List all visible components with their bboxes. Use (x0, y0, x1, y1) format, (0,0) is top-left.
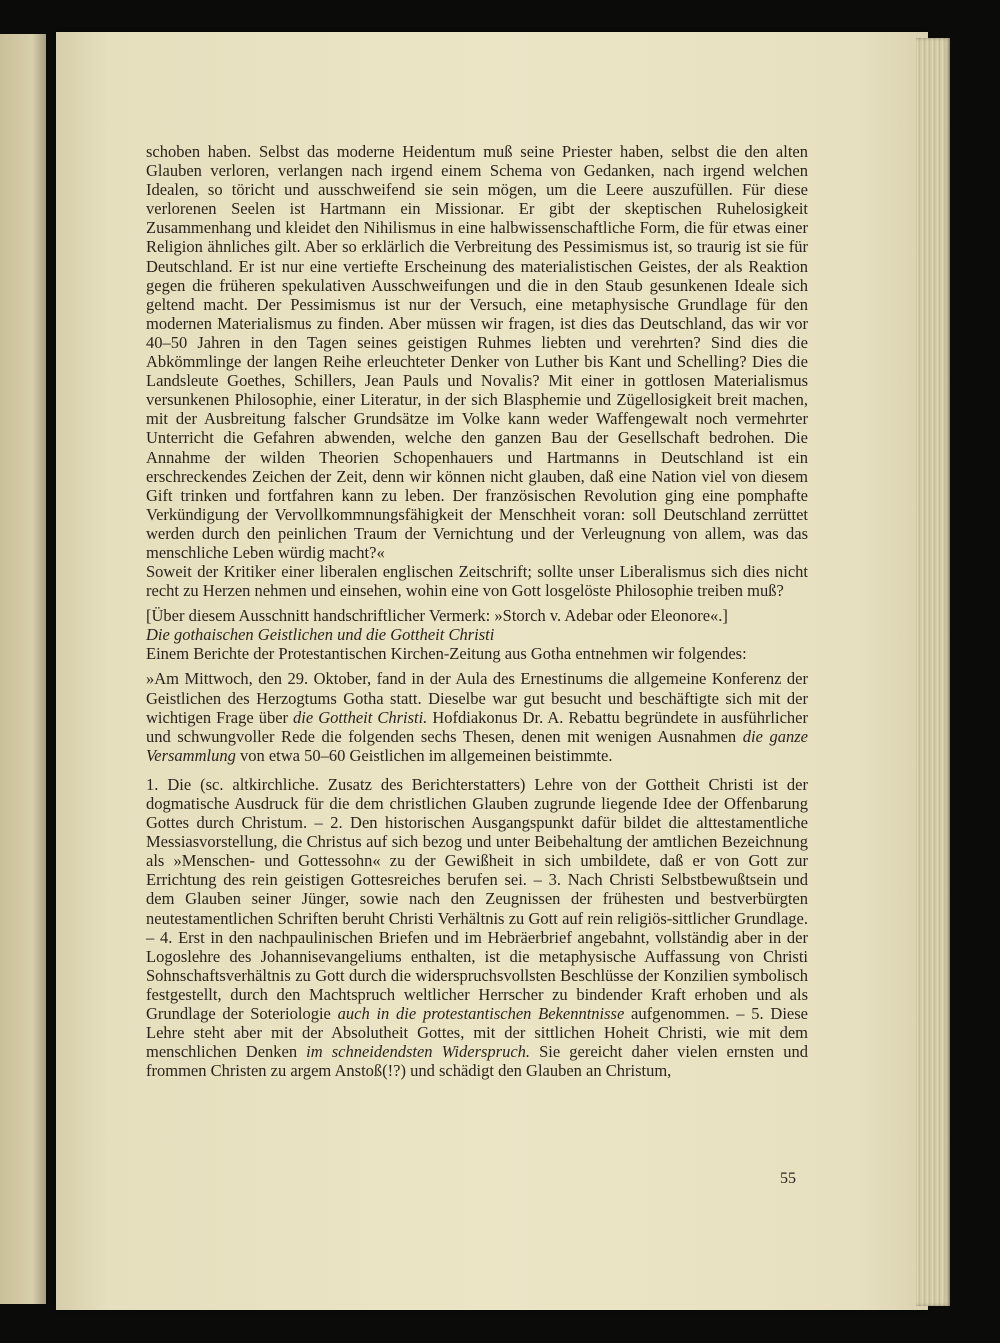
paragraph-quote (146, 669, 808, 764)
theses-text-e: Sie gereicht daher vielen ernsten und frommen Christen zu argem Anstoß(!?) und schädigt den Glauben an Christum, (146, 1042, 808, 1081)
theses-emphasis-d: im schneidendsten Widerspruch. (306, 1042, 531, 1062)
theses-text-c: aufgenommen. – 5. Diese Lehre steht aber mit der Absolutheit Gottes, mit der sittlichen Hoheit Christi, wie mit dem menschlichen Denken (146, 1004, 808, 1062)
paragraph-commentary: Soweit der Kritiker einer liberalen englischen Zeitschrift; sollte unser Liberalismus sich dies nicht recht zu Herzen nehmen und einsehen, wohin eine von Gott losgelöste Philosophie treiben muß? (146, 562, 808, 601)
quote-emphasis-b: die Gottheit Christi. (293, 707, 428, 727)
quote-text-a: »Am Mittwoch, den 29. Oktober, fand in der Aula des Ernestinums die allgemeine Konferenz der Geistlichen des Herzogtums Gotha statt. Dieselbe war gut besucht und beschäftigte sich mit der wichtigen Frage über (146, 669, 808, 727)
theses-text-a: 1. Die (sc. altkirchliche. Zusatz des Berichterstatters) Lehre von der Gottheit Christi ist der dogmatische Ausdruck für die dem christlichen Glauben zugrunde liegende Idee der Offenbarung Gottes durch Christum. – 2. Den historischen Ausgangspunkt dafür bildet die alttestamentliche Messiasvorstellung, die Christus auf sich bezog und unter Beibehaltung der amtlichen Bezeichnung als »Menschen- und Gottessohn« zu der Gewißheit in sich umbildete, daß er von Gott zur Errichtung des rein geistigen Gottesreiches berufen sei. – 3. Nach Christi Selbstbewußtsein und dem Glauben seiner Jünger, sowie nach den Zeugnissen der frühesten und bestverbürgten neutestamentlichen Schriften beruht Christi Verhältnis zu Gott auf rein religiös-sittlicher Grundlage. – 4. Erst in den nachpaulinischen Briefen und im Hebräerbrief angebahnt, vollständig aber in der Logoslehre des Johannisevangeliums enthalten, ist die metaphysische Auffassung von Christi Sohnschaftsverhältnis zu Gott durch die widerspruchsvollsten Beschlüsse der Konzilien symbolisch festgestellt, durch den Machtspruch weltlicher Herrscher zu bindender Kraft erhoben und als Grundlage der Soteriologie (146, 774, 808, 1024)
page-text (146, 142, 808, 1080)
page-stack-edges (916, 38, 950, 1306)
theses-emphasis-b: auch in die protestantischen Bekenntnisse (337, 1004, 625, 1024)
quote-text-e: von etwa 50–60 Geistlichen im allgemeinen beistimmte. (235, 745, 613, 765)
paragraph-handwritten-note: [Über diesem Ausschnitt handschriftlicher Vermerk: »Storch v. Adebar oder Eleonore«.] (146, 606, 728, 626)
facing-page-edge (0, 34, 46, 1304)
paragraph-intro: Einem Berichte der Protestantischen Kirchen-Zeitung aus Gotha entnehmen wir folgendes: (146, 644, 747, 664)
paragraph-continuation: schoben haben. Selbst das moderne Heidentum muß seine Priester haben, selbst die den alten Glauben verloren, verlangen nach irgend einem Schema von Gedanken, nach irgend welchen Idealen, so töricht und ausschweifend sie sein mögen, um die Leere auszufüllen. Für diese verlorenen Seelen ist Hartmann ein Missionar. Er gibt der skeptischen Ruhelosigkeit Zusammenhang und kleidet den Nihilismus in eine halbwissenschaftliche Form, die für etwas einer Religion ähnliches gilt. Aber so erklärlich die Verbreitung des Pessimismus ist, so traurig ist sie für Deutschland. Er ist nur eine vertiefte Erscheinung des materialistischen Geistes, der als Reaktion gegen die früheren spekulativen Ausschweifungen und die in den Staub gesunkenen Ideale sich geltend macht. Der Pessimismus ist nur der Versuch, eine metaphysische Grundlage für den modernen Materialismus zu finden. Aber müssen wir fragen, ist dies das Deutschland, das wir vor 40–50 Jahren in den Tagen seines geistigen Ruhmes liebten und verehrten? Sind dies die Abkömmlinge der langen Reihe erleuchteter Denker von Luther bis Kant und Schelling? Dies die Landsleute Goethes, Schillers, Jean Pauls und Novalis? Mit einer in gottlosen Materialismus versunkenen Philosophie, einer Literatur, in der sich Blasphemie und Zügellosigkeit breit machen, mit der Ausbreitung falscher Grundsätze im Volke kann weder Waffengewalt noch vermehrter Unterricht die Gefahren abwenden, welche den ganzen Bau der Gesellschaft bedrohen. Die Annahme der wilden Theorien Schopenhauers und Hartmanns in Deutschland ist ein erschreckendes Zeichen der Zeit, denn wir können nicht glauben, daß eine Nation viel von diesem Gift trinken und fortfahren kann zu leben. Der französischen Revolution ging eine pomphafte Verkündigung der Vervollkommnungsfähigkeit der Menschheit voran: soll Deutschland zerrüttet werden durch den peinlichen Traum der Vernichtung und der Verleugnung von allem, was das menschliche Leben würdig macht?« (146, 142, 808, 562)
page-number: 55 (780, 1170, 796, 1187)
paragraph-theses (146, 775, 808, 1081)
quote-emphasis-d: die ganze Versammlung (146, 726, 808, 765)
quote-text-c: Hofdiakonus Dr. A. Rebattu begründete in ausführlicher und schwungvoller Rede die folgenden sechs Thesen, denen mit wenigen Ausnahmen (146, 707, 808, 746)
section-heading: Die gothaischen Geistlichen und die Gottheit Christi (146, 625, 495, 645)
